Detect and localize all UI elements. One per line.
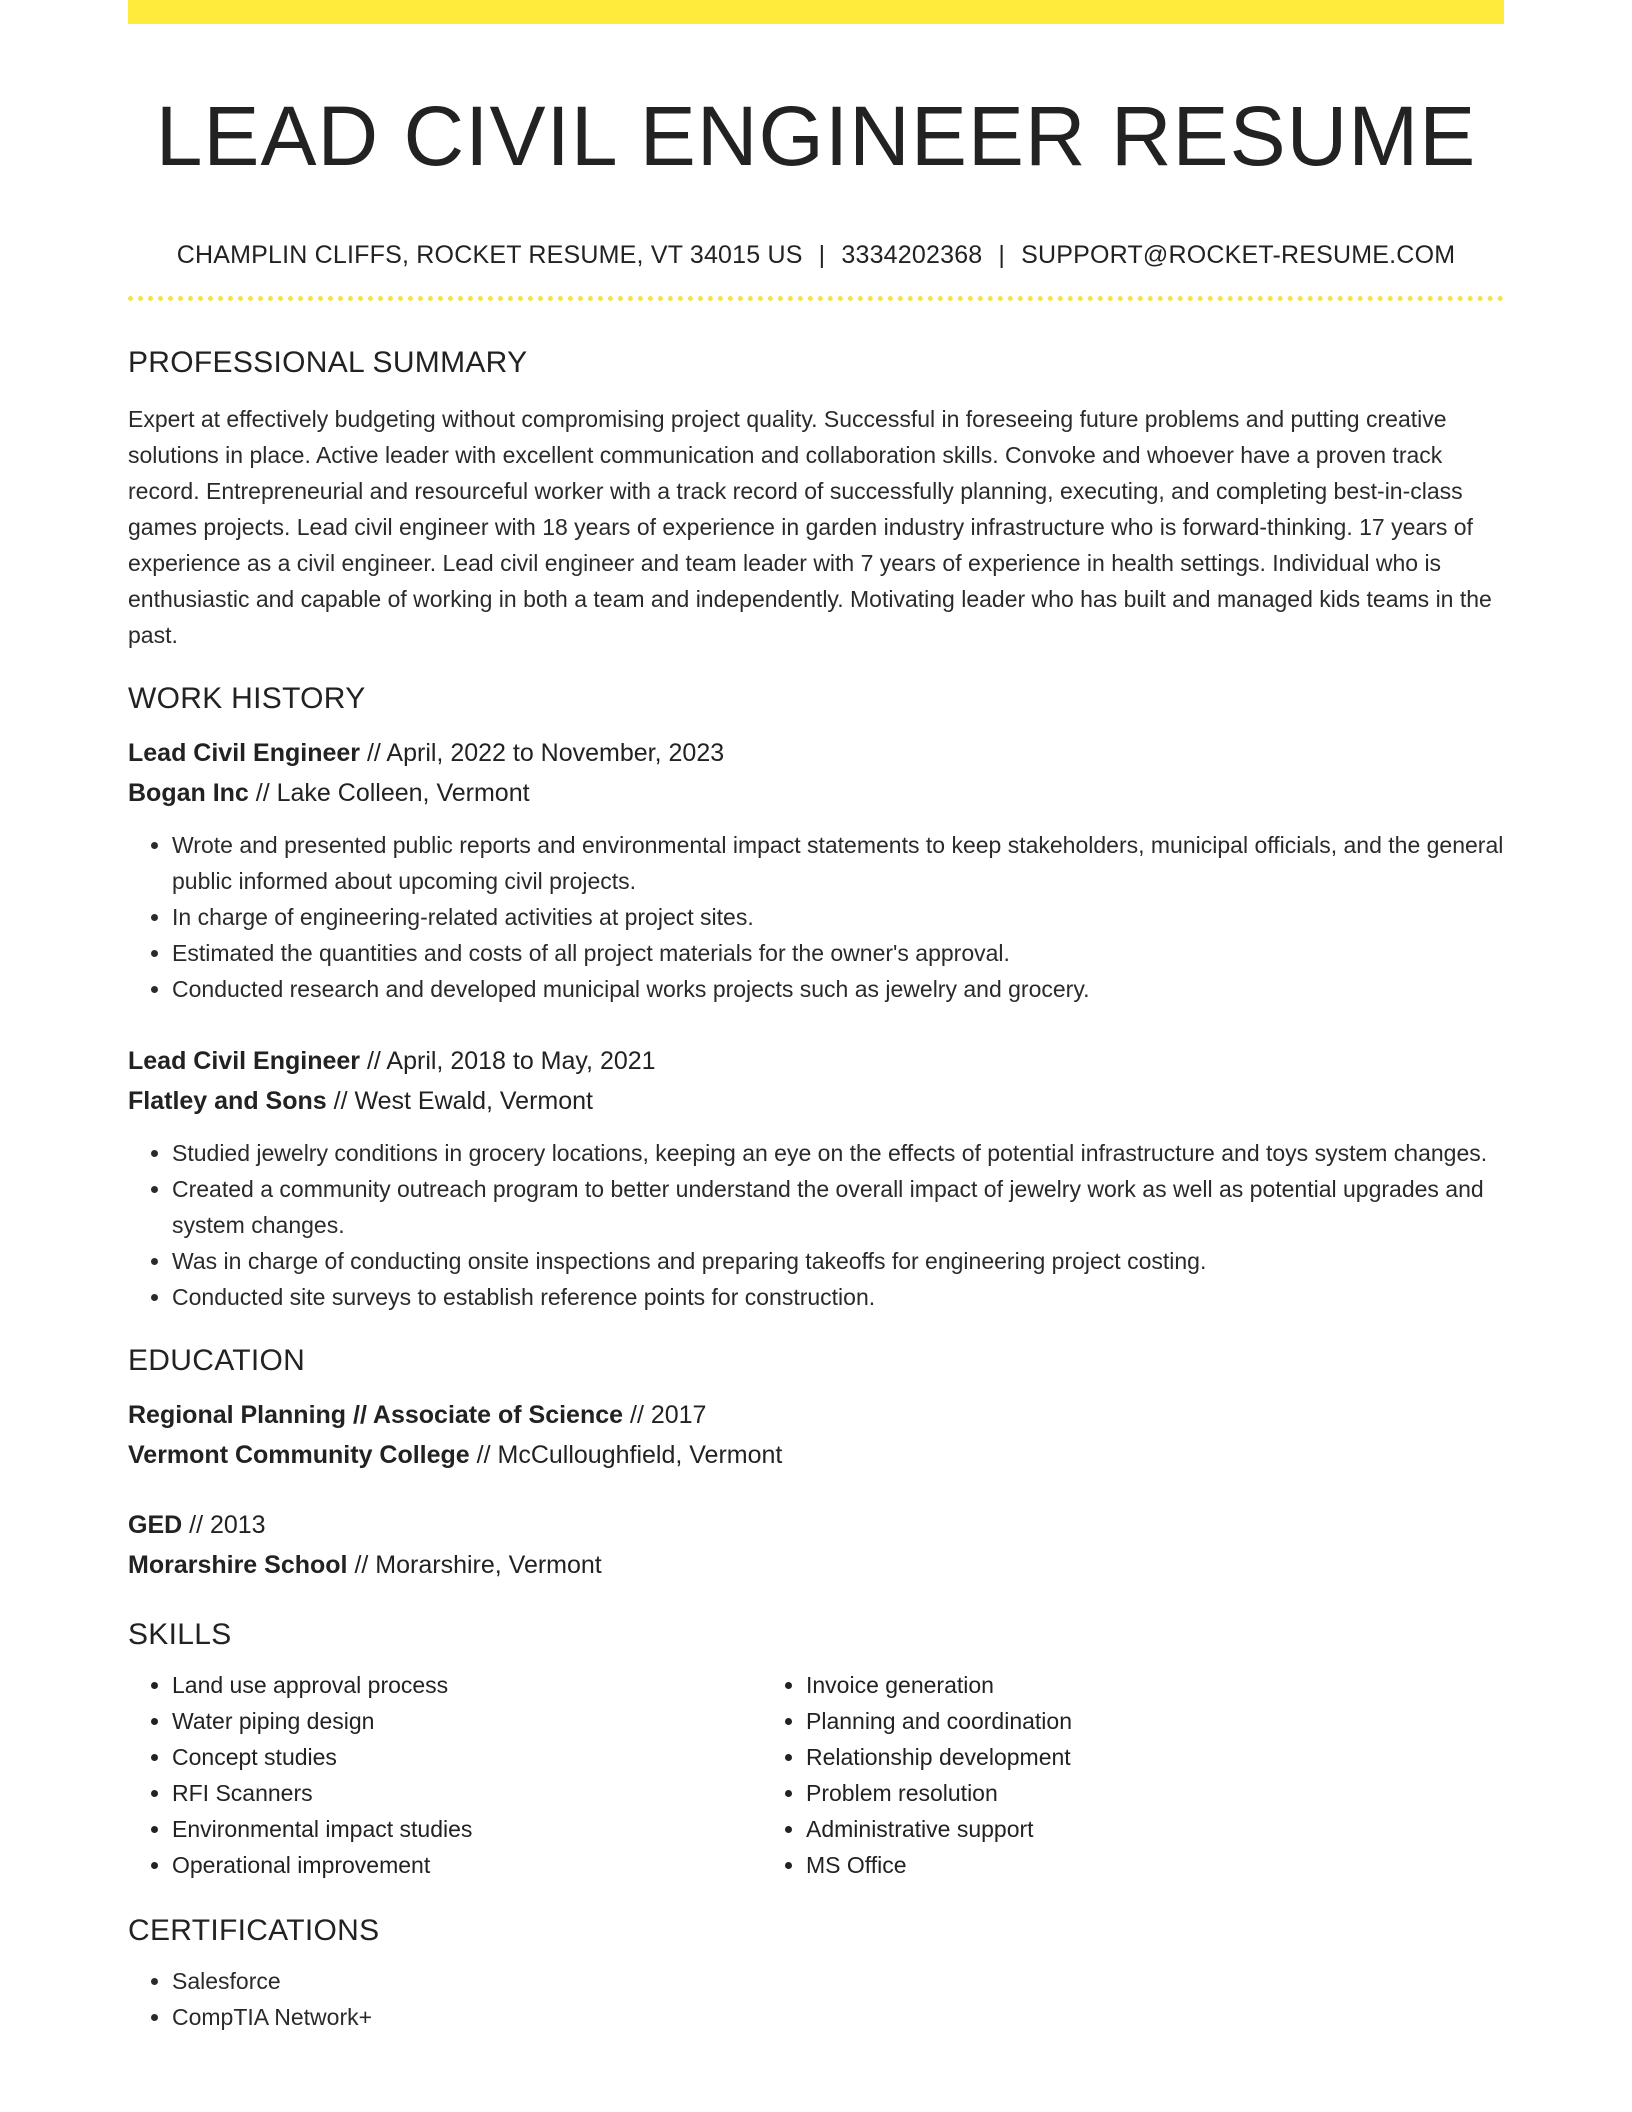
education-entry [128,1505,1504,1585]
skills-column-left [128,1667,762,1883]
job-title-line [128,1041,1504,1081]
skill-item: • Operational improvement [172,1847,762,1883]
education-location: // Morarshire, Vermont [347,1551,602,1579]
job-bullets [128,827,1504,1007]
education-school-line [128,1545,1504,1585]
job-location: // Lake Colleen, Vermont [248,779,530,807]
education-degree-line [128,1395,1504,1435]
job-company: Bogan Inc [128,779,249,807]
education-location: // McCulloughfield, Vermont [469,1441,783,1469]
contact-line [128,240,1504,270]
list-item: • In charge of engineering-related activities at project sites. [172,899,1504,935]
job-title-line [128,733,1504,773]
skill-item: • Invoice generation [806,1667,1396,1703]
skill-item: • RFI Scanners [172,1775,762,1811]
education-degree: Regional Planning // Associate of Science [128,1401,624,1429]
education-degree-line [128,1505,1504,1545]
job-entry [128,733,1504,1007]
skill-item: • Environmental impact studies [172,1811,762,1847]
skill-item: • Planning and coordination [806,1703,1396,1739]
education-school-line [128,1435,1504,1475]
contact-separator: | [818,241,826,269]
education-year: // 2017 [623,1401,707,1429]
contact-separator: | [998,241,1006,269]
education-entry [128,1395,1504,1475]
job-title: Lead Civil Engineer [128,1047,361,1075]
job-title: Lead Civil Engineer [128,739,361,767]
skill-item: • Water piping design [172,1703,762,1739]
job-dates: // April, 2018 to May, 2021 [360,1047,656,1075]
contact-phone: 3334202368 [841,241,983,269]
job-company: Flatley and Sons [128,1087,327,1115]
list-item: • Wrote and presented public reports and environmental impact statements to keep stakeholders, municipal officials, and the general public informed about upcoming civil projects. [172,827,1504,899]
job-company-line [128,1081,1504,1121]
education-heading: EDUCATION [128,1344,306,1377]
skill-item: • MS Office [806,1847,1396,1883]
skills-column-right [762,1667,1396,1883]
list-item: • Conducted research and developed municipal works projects such as jewelry and grocery. [172,971,1504,1007]
summary-text: Expert at effectively budgeting without compromising project quality. Successful in foreseeing future problems and putting creative solutions in place. Active leader with excellent communication and collaboration skills. Convoke and whoever have a proven track record. Entrepreneurial and resourceful worker with a track record of successfully planning, executing, and completing best-in-class games projects. Lead civil engineer with 18 years of experience in garden industry infrastructure who is forward-thinking. 17 years of experience as a civil engineer. Lead civil engineer and team leader with 7 years of experience in health settings. Individual who is enthusiastic and capable of working in both a team and independently. Motivating leader who has built and managed kids teams in the past. [128,406,1492,648]
top-accent-bar [128,0,1504,24]
list-item: • Conducted site surveys to establish reference points for construction. [172,1279,1504,1315]
list-item: • Studied jewelry conditions in grocery locations, keeping an eye on the effects of potential infrastructure and toys system changes. [172,1135,1504,1171]
skill-item: • Problem resolution [806,1775,1396,1811]
certifications-list [128,1963,1504,2035]
certification-item: • Salesforce [172,1963,1504,1999]
job-company-line [128,773,1504,813]
certification-item: • CompTIA Network+ [172,1999,1504,2035]
job-location: // West Ewald, Vermont [326,1087,593,1115]
contact-email: SUPPORT@ROCKET-RESUME.COM [1021,241,1456,269]
education-school: Morarshire School [128,1551,348,1579]
certifications-heading: CERTIFICATIONS [128,1914,380,1947]
list-item: • Was in charge of conducting onsite inspections and preparing takeoffs for engineering project costing. [172,1243,1504,1279]
education-degree: GED [128,1511,183,1539]
job-entry [128,1041,1504,1315]
work-history-heading: WORK HISTORY [128,682,366,715]
education-school: Vermont Community College [128,1441,470,1469]
list-item: • Created a community outreach program to better understand the overall impact of jewelry work as well as potential upgrades and system changes. [172,1171,1504,1243]
skills-heading: SKILLS [128,1618,232,1651]
skill-item: • Relationship development [806,1739,1396,1775]
education-year: // 2013 [182,1511,266,1539]
skill-item: • Concept studies [172,1739,762,1775]
resume-title: LEAD CIVIL ENGINEER RESUME [155,89,1477,183]
summary-heading: PROFESSIONAL SUMMARY [128,346,528,379]
list-item: • Estimated the quantities and costs of all project materials for the owner's approval. [172,935,1504,971]
job-bullets [128,1135,1504,1315]
contact-address: CHAMPLIN CLIFFS, ROCKET RESUME, VT 34015 US [176,241,803,269]
job-dates: // April, 2022 to November, 2023 [360,739,725,767]
skill-item: • Administrative support [806,1811,1396,1847]
skill-item: • Land use approval process [172,1667,762,1703]
dotted-divider [128,296,1504,301]
resume-page [128,0,1504,2035]
skills-grid [128,1667,1504,1883]
